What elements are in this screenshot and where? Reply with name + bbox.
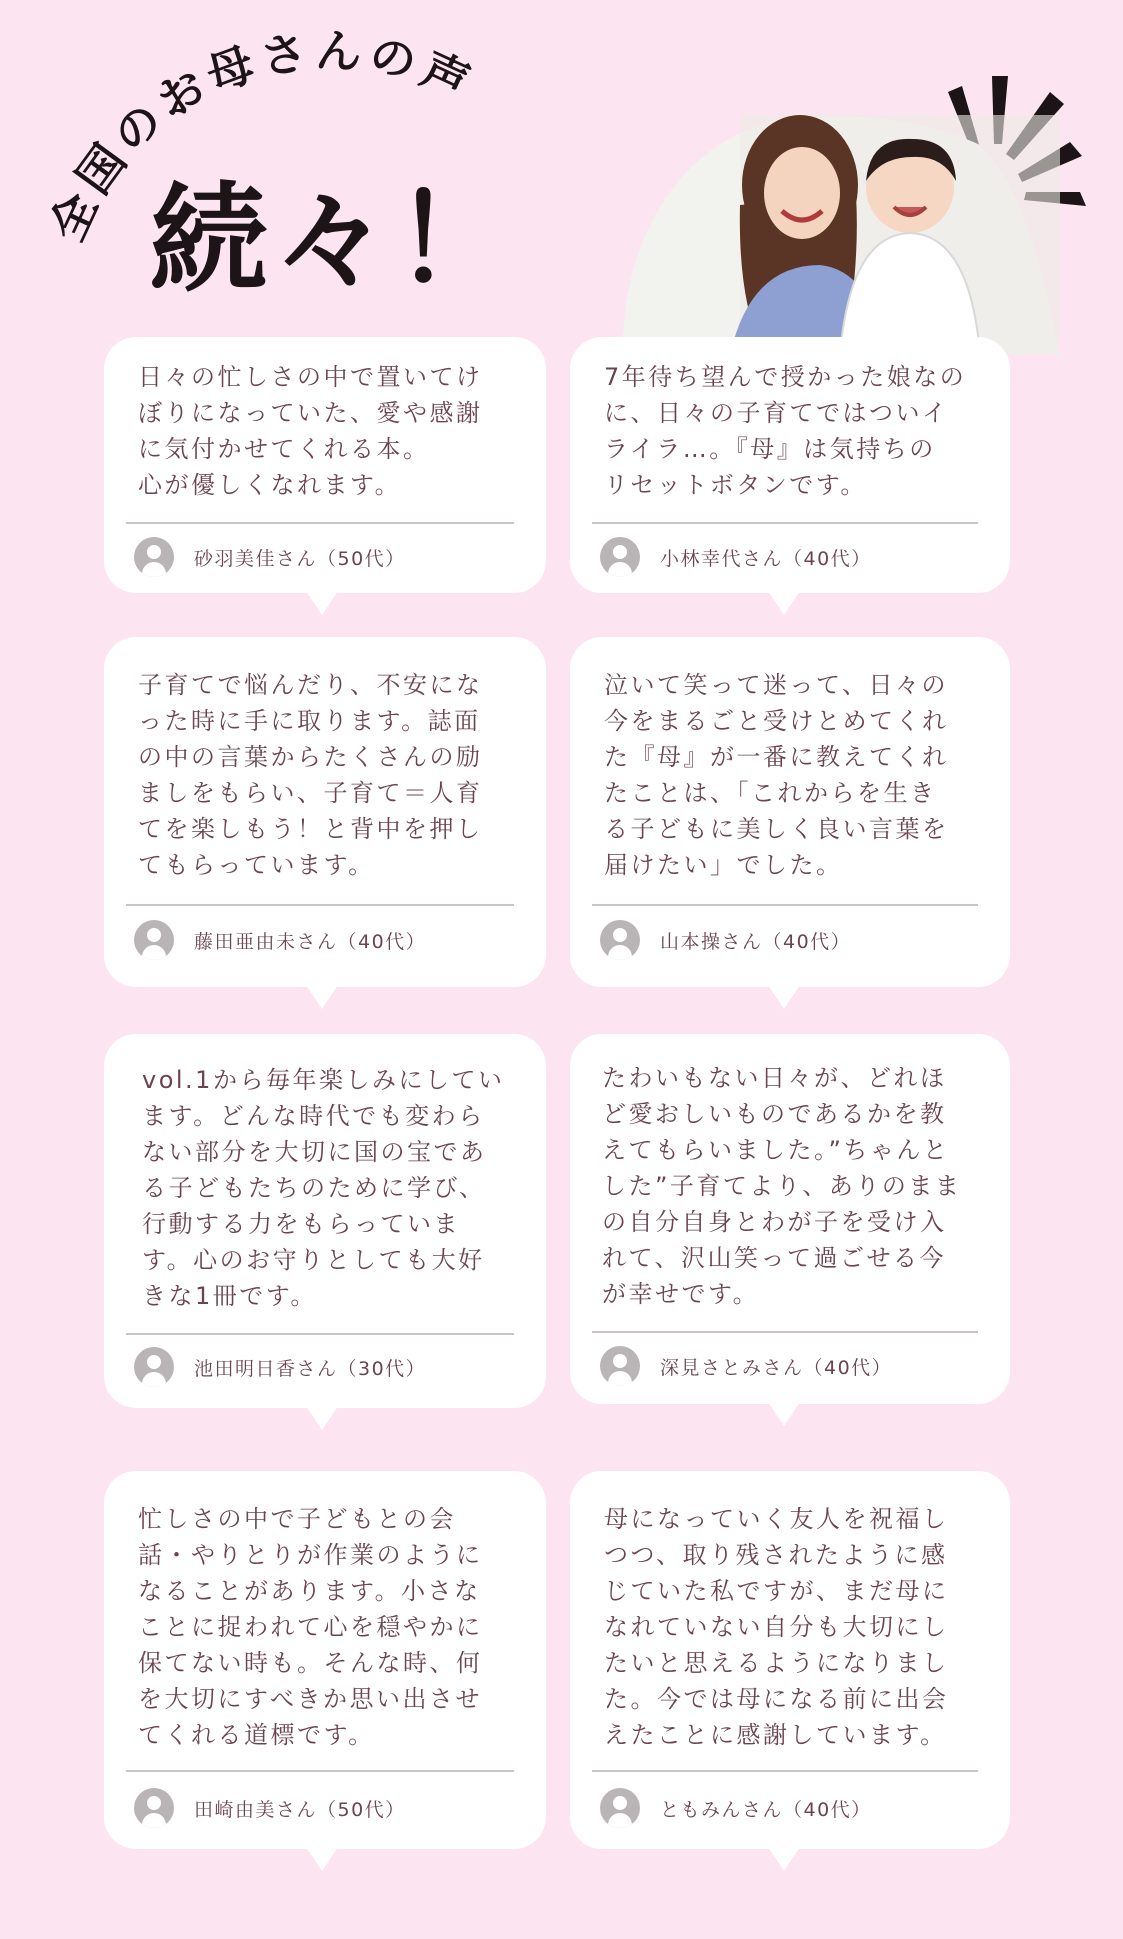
divider	[592, 1770, 978, 1772]
speech-tail	[306, 1847, 338, 1871]
header	[0, 0, 1123, 340]
reviewer	[134, 536, 406, 578]
speech-tail	[306, 591, 338, 615]
reviewer	[600, 1345, 892, 1387]
review-text: 7年待ち望んで授かった娘なの に、日々の子育てではついイ ライラ…。『母』は気持ちの リセットボタンです。	[604, 363, 967, 499]
mother-and-baby-photo	[620, 115, 1060, 355]
review-text: 泣いて笑って迷って、日々の 今をまるごと受けとめてくれ た『母』が一番に教えてくれ たことは、「これからを生き る子どもに美しく良い言葉を 届けたい」でした。	[604, 671, 949, 879]
review-card	[570, 1034, 1010, 1404]
reviewer	[600, 1787, 872, 1829]
reviewer-name: 深見さとみさん（40代）	[660, 1356, 893, 1379]
user-avatar-icon	[134, 1788, 174, 1828]
divider	[126, 1770, 514, 1772]
divider	[592, 904, 978, 906]
user-avatar-icon	[600, 1346, 640, 1386]
speech-tail	[768, 985, 800, 1009]
speech-tail	[768, 591, 800, 615]
reviewer-name: 藤田亜由未さん（40代）	[194, 930, 427, 953]
arc-title-text: 全国のお母さんの声	[39, 23, 483, 250]
review-text: 子育てで悩んだり、不安にな った時に手に取ります。誌面 の中の言葉からたくさんの励 ましをもらい、子育て＝人育 てを楽しもう！と背中を押し てもらっています。	[138, 671, 483, 879]
reviewer	[600, 536, 872, 578]
review-card	[570, 337, 1010, 593]
reviewer-name: 山本操さん（40代）	[660, 930, 852, 953]
divider	[592, 1331, 978, 1333]
reviewer-name: 小林幸代さん（40代）	[660, 547, 872, 570]
user-avatar-icon	[600, 920, 640, 960]
reviewer	[134, 1346, 426, 1388]
divider	[126, 1333, 514, 1335]
review-text: 忙しさの中で子どもとの会 話・やりとりが作業のように なることがあります。小さな ことに捉われて心を穏やかに 保てない時も。そんな時、何 を大切にすべきか思い出させ てくれる道標です。	[138, 1505, 483, 1749]
speech-tail	[768, 1402, 800, 1426]
review-card	[104, 637, 546, 987]
review-card	[104, 1471, 546, 1849]
review-card	[104, 1034, 546, 1408]
reviewer	[600, 919, 851, 961]
reviewer	[134, 1787, 406, 1829]
divider	[126, 522, 514, 524]
review-card	[104, 337, 546, 593]
review-text: 母になっていく友人を祝福し つつ、取り残されたように感 じていた私ですが、まだ母に なれていない自分も大切にし たいと思えるようになりまし た。今では母になる前に出会 えたことに感謝しています。	[604, 1505, 949, 1749]
review-card	[570, 1471, 1010, 1849]
speech-tail	[306, 1406, 338, 1430]
speech-tail	[768, 1847, 800, 1871]
reviewer-name: 池田明日香さん（30代）	[194, 1357, 427, 1380]
divider	[126, 904, 514, 906]
reviewer-name: 田崎由美さん（50代）	[194, 1798, 406, 1821]
review-text: 日々の忙しさの中で置いてけ ぼりになっていた、愛や感謝 に気付かせてくれる本。 心が優しくなれます。	[138, 363, 483, 499]
user-avatar-icon	[134, 920, 174, 960]
review-card	[570, 637, 1010, 987]
reviewer-name: 砂羽美佳さん（50代）	[194, 547, 406, 570]
big-title: 続々！	[150, 171, 517, 309]
user-avatar-icon	[600, 1788, 640, 1828]
reviewer-name: ともみんさん（40代）	[660, 1798, 872, 1821]
divider	[592, 522, 978, 524]
review-text: たわいもない日々が、どれほ ど愛おしいものであるかを教 えてもらいました。”ちゃんと した”子育てより、ありのまま の自分自身とわが子を受け入 れて、沢山笑って過ごせる今 が幸せです。	[602, 1064, 962, 1308]
user-avatar-icon	[134, 1347, 174, 1387]
reviewer	[134, 919, 426, 961]
speech-tail	[306, 985, 338, 1009]
user-avatar-icon	[134, 537, 174, 577]
user-avatar-icon	[600, 537, 640, 577]
review-text: vol.1から毎年楽しみにしてい ます。どんな時代でも変わら ない部分を大切に国の宝であ る子どもたちのために学び、 行動する力をもらっていま す。心のお守りとしても大好 きな1冊です。	[142, 1066, 505, 1310]
